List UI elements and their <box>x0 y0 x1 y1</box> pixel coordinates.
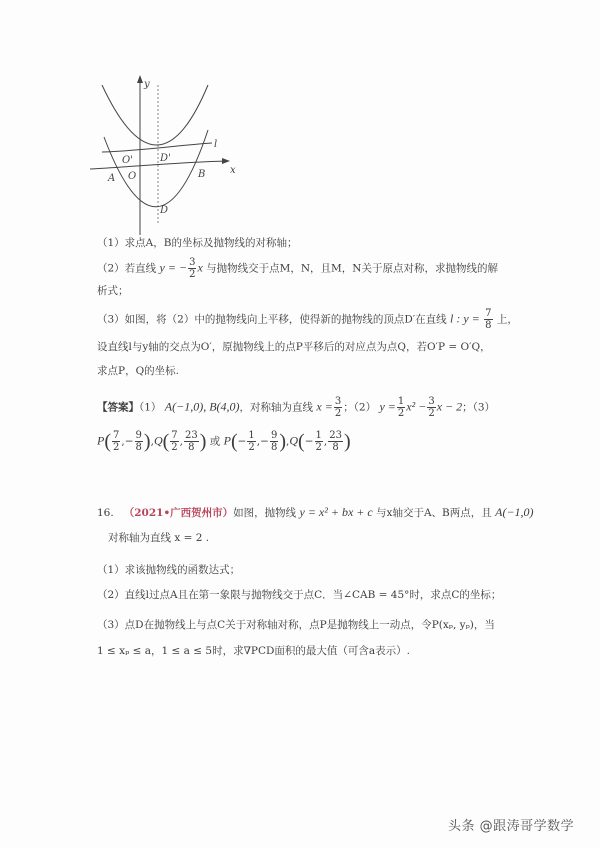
q3-fraction: $\frac{7}{8}$ <box>485 308 492 331</box>
p16-question-3-line2: 1 ≤ xₚ ≤ a，1 ≤ a ≤ 5时，求∇PCD面积的最大值（可含a表示）. <box>97 645 411 657</box>
x-axis-arrow-icon <box>222 158 230 164</box>
p15-question-3-line2: 设直线l与y轴的交点为O′，原抛物线上的点P平移后的对应点为点Q，若O′P = O′Q， <box>97 341 491 353</box>
p16-intro-line1: 16. （2021•广西贺州市）如图，抛物线 y = x² + bx + c 与x轴交于A、B两点，且 A(−1,0) <box>97 505 534 519</box>
label-d-prime: D' <box>160 153 171 164</box>
p16-question-2: （2）直线l过点A且在第一象限与抛物线交于点C．当∠CAB = 45°时，求点C的坐标； <box>97 589 502 601</box>
problem-source: （2021•广西贺州市） <box>123 507 234 519</box>
p16-question-3-line1: （3）点D在抛物线上与点C关于对称轴对称，点P是抛物线上一动点，令P(xₚ, yₚ)，当 <box>97 619 495 631</box>
p15-answer-line2: P( $\frac{7}{2}$ ,− $\frac{9}{8}$ ),Q( $\frac{7}{2}$ , $\frac{23}{8}$ ) 或 P(− $\frac{1}{2}$ ,− $\frac{9}{8}$ ),Q(− $\frac{1}{2}$ , $\frac{23}{8}$ ) <box>97 430 351 453</box>
p15-question-1: （1）求点A，B的坐标及抛物线的对称轴； <box>97 237 298 249</box>
shifted-parabola <box>102 85 208 145</box>
p15-question-2-cont: 析式； <box>97 285 129 297</box>
line-l-equation: l : y = <box>450 311 480 326</box>
problem-number: 16. <box>97 507 114 519</box>
label-a: A <box>108 173 116 184</box>
point-a: A(−1,0) <box>495 505 534 519</box>
label-o-prime: O' <box>122 155 133 166</box>
p16-intro-line2: 对称轴为直线 x = 2 . <box>108 532 210 544</box>
answer-tag: 【答案】 <box>97 401 139 414</box>
line-l <box>102 143 212 152</box>
label-l: l <box>214 139 218 150</box>
axis-fraction: $\frac{3}{2}$ <box>334 396 342 419</box>
answer-parabola-equation: y = <box>379 399 396 414</box>
y-axis-arrow-icon <box>137 75 143 83</box>
label-b: B <box>198 169 206 180</box>
label-x: x <box>230 165 236 176</box>
original-parabola <box>104 130 208 207</box>
p15-question-2: （2）若直线 y = − $\frac{3}{2}$ x 与抛物线交于点M，N，且M，N关于原点对称，求抛物线的解 <box>97 257 498 280</box>
p15-question-3-line3: 求点P，Q的坐标. <box>97 365 180 377</box>
label-o: O <box>128 171 137 182</box>
p15-answer-line1: 【答案】（1） A(−1,0), B(4,0)，对称轴为直线 x = $\frac{3}{2}$ ；（2） y = $\frac{1}{2}$ x² − $\frac{3}{2}$ x − 2；（3） <box>97 396 496 419</box>
q2-equation-lhs: y = − <box>159 260 188 275</box>
q2-prefix: （2）若直线 <box>97 262 157 275</box>
answer-points-ab: A(−1,0), B(4,0) <box>164 399 240 414</box>
x-axis <box>90 161 228 169</box>
q2-fraction: $\frac{3}{2}$ <box>189 257 196 280</box>
label-y: y <box>144 79 150 90</box>
q2-suffix: 与抛物线交于点M，N，且M，N关于原点对称，求抛物线的解 <box>206 262 498 275</box>
parabola-equation: y = x² + bx + c <box>299 505 373 519</box>
parabola-figure <box>90 75 240 235</box>
p15-question-3-line1: （3）如图，将（2）中的抛物线向上平移，使得新的抛物线的顶点D′在直线 l : y = $\frac{7}{8}$ 上， <box>97 308 518 331</box>
label-d: D <box>160 205 169 216</box>
p16-question-1: （1）求该抛物线的函数达式； <box>97 564 241 576</box>
watermark: 头条 @跟涛哥学数学 <box>448 819 575 834</box>
